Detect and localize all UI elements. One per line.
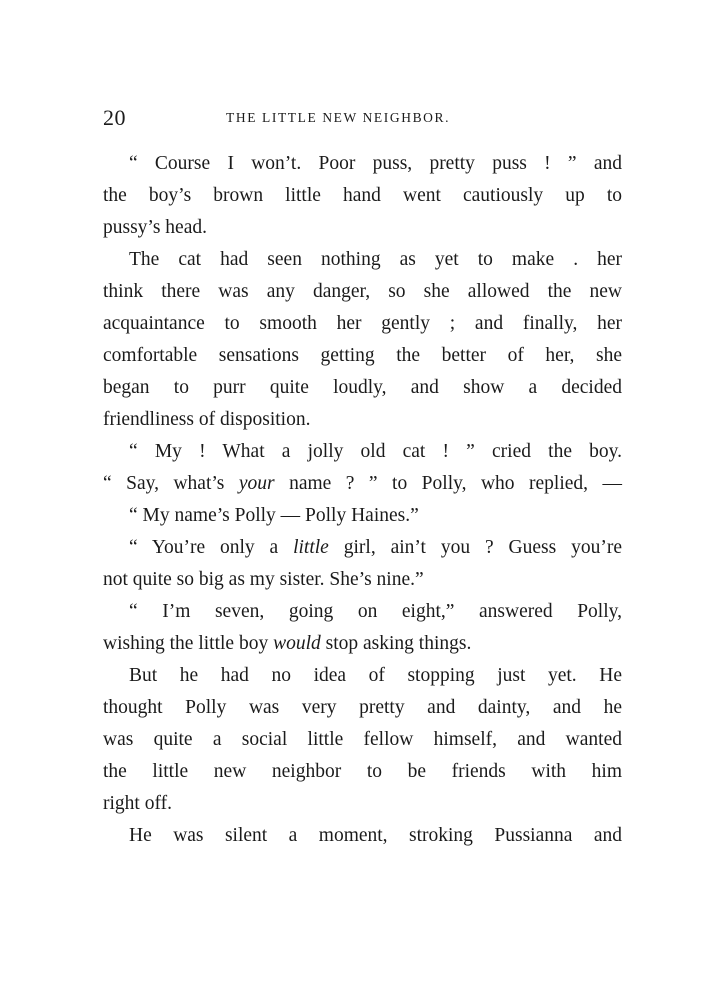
text-span: acquaintance to smooth her gently ; and finally, her bbox=[103, 313, 622, 334]
italic-span: would bbox=[273, 633, 321, 654]
text-line bbox=[103, 404, 622, 436]
text-line bbox=[103, 628, 622, 660]
text-line bbox=[103, 820, 622, 852]
text-span: “ My name’s Polly — Polly Haines.” bbox=[129, 505, 419, 526]
page-number: 20 bbox=[103, 105, 126, 130]
text-span: He was silent a moment, stroking Pussianna and bbox=[129, 825, 622, 846]
text-line bbox=[103, 596, 622, 628]
text-span: “ Say, what’s bbox=[103, 473, 239, 494]
text-span: “ Course I won’t. Poor puss, pretty puss ! ” and bbox=[129, 153, 622, 174]
text-span: “ I’m seven, going on eight,” answered Polly, bbox=[129, 601, 622, 622]
text-line bbox=[103, 276, 622, 308]
text-line bbox=[103, 340, 622, 372]
text-span: wishing the little boy bbox=[103, 633, 274, 654]
running-head bbox=[103, 105, 623, 131]
text-span: think there was any danger, so she allowed the new bbox=[103, 281, 622, 302]
text-span: the little new neighbor to be friends with him bbox=[103, 761, 622, 782]
text-line bbox=[103, 148, 622, 180]
text-line bbox=[103, 532, 622, 564]
running-head-title: THE LITTLE NEW NEIGHBOR. bbox=[226, 110, 451, 125]
text-line bbox=[103, 756, 622, 788]
text-line bbox=[103, 724, 622, 756]
text-line bbox=[103, 244, 622, 276]
text-line bbox=[103, 660, 622, 692]
text-span: girl, ain’t you ? Guess you’re bbox=[328, 537, 622, 558]
text-line bbox=[103, 692, 622, 724]
text-span: friendliness of disposition. bbox=[103, 409, 311, 430]
text-span: was quite a social little fellow himself, and wanted bbox=[103, 729, 622, 750]
text-span: “ My ! What a jolly old cat ! ” cried the boy. bbox=[129, 441, 622, 462]
text-line bbox=[103, 788, 622, 820]
text-span: stop asking things. bbox=[320, 633, 472, 654]
text-line bbox=[103, 308, 622, 340]
text-line bbox=[103, 500, 622, 532]
text-line bbox=[103, 180, 622, 212]
text-span: the boy’s brown little hand went cautiously up to bbox=[103, 185, 622, 206]
text-line bbox=[103, 468, 622, 500]
italic-span: little bbox=[293, 537, 329, 558]
text-line bbox=[103, 436, 622, 468]
body-text bbox=[103, 148, 622, 852]
text-span: The cat had seen nothing as yet to make . her bbox=[129, 249, 622, 270]
text-span: “ You’re only a bbox=[129, 537, 294, 558]
text-line bbox=[103, 212, 622, 244]
text-line bbox=[103, 372, 622, 404]
text-span: not quite so big as my sister. She’s nine.” bbox=[103, 569, 424, 590]
text-span: comfortable sensations getting the better of her, she bbox=[103, 345, 622, 366]
text-span: right off. bbox=[103, 793, 172, 814]
text-span: name ? ” to Polly, who replied, — bbox=[274, 473, 622, 494]
text-span: But he had no idea of stopping just yet. He bbox=[129, 665, 622, 686]
text-span: began to purr quite loudly, and show a decided bbox=[103, 377, 622, 398]
text-line bbox=[103, 564, 622, 596]
text-span: pussy’s head. bbox=[103, 217, 207, 238]
text-span: thought Polly was very pretty and dainty, and he bbox=[103, 697, 622, 718]
italic-span: your bbox=[238, 473, 275, 494]
